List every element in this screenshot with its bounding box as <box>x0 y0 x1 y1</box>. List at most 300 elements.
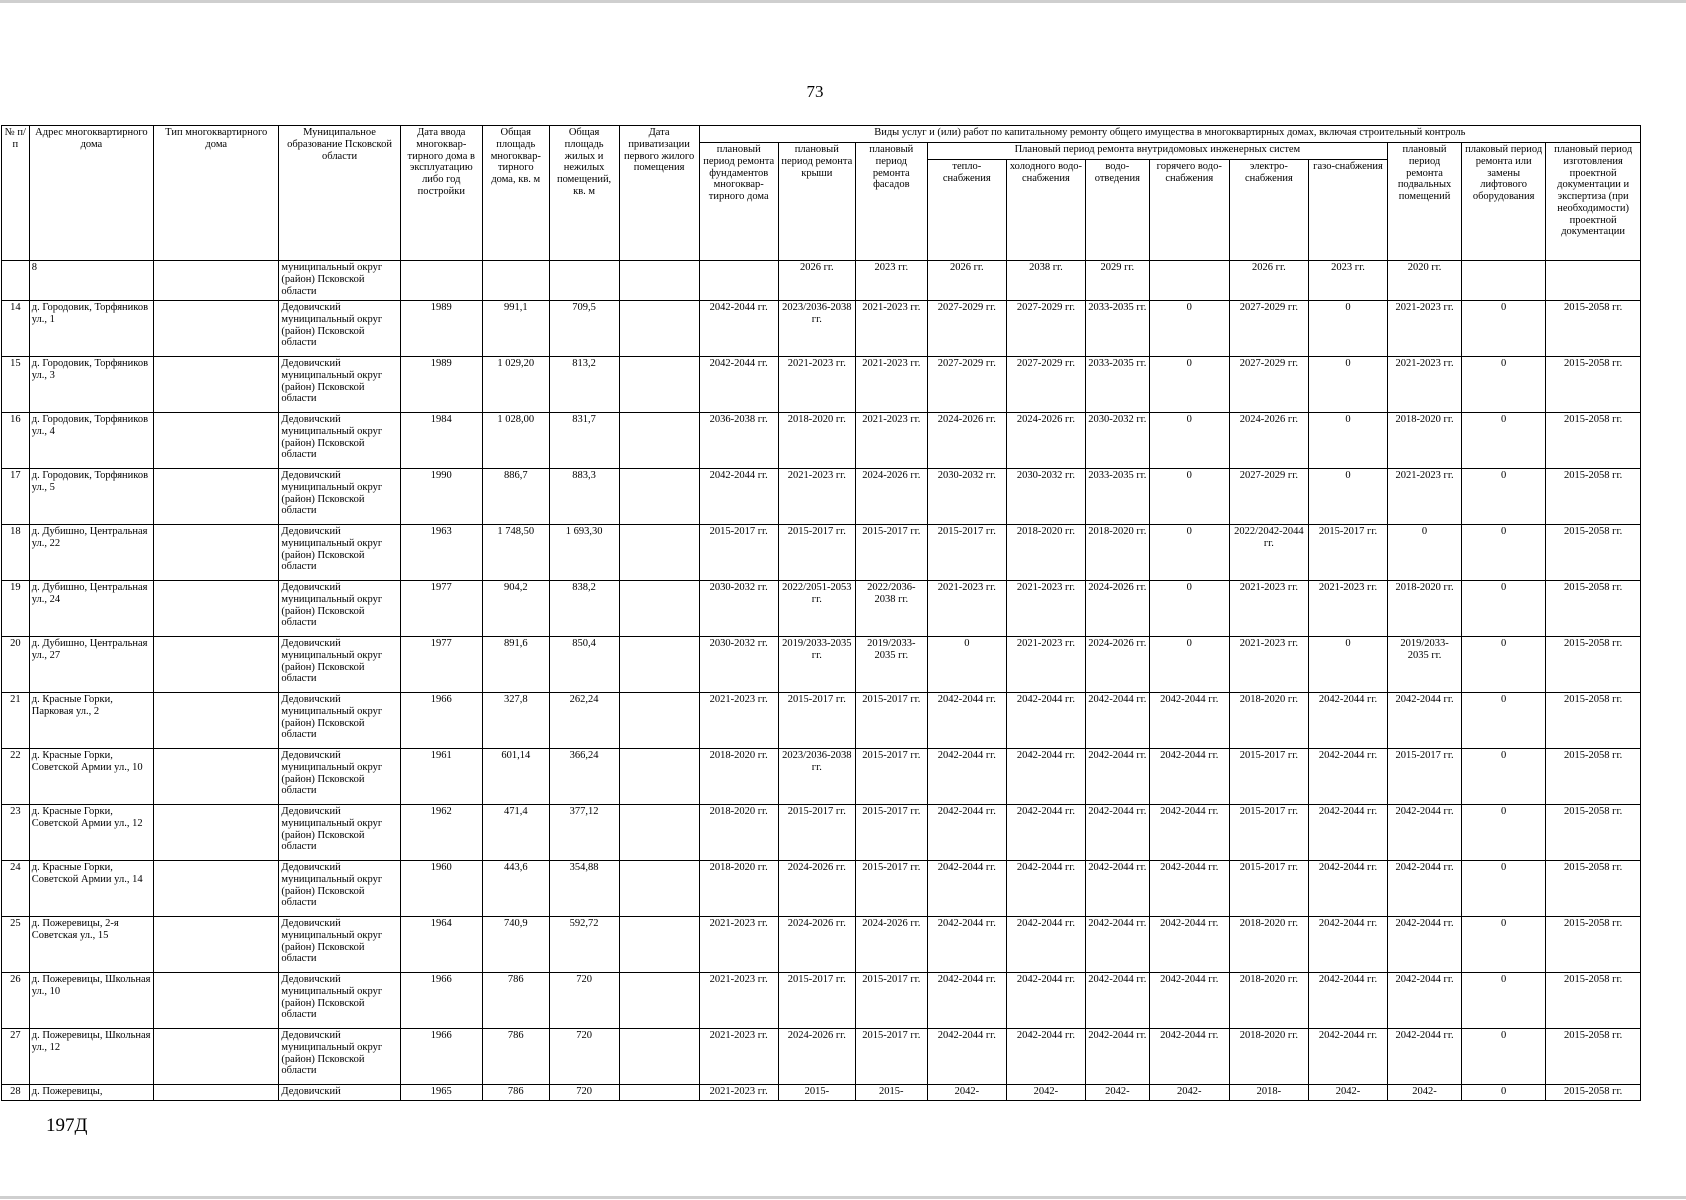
cell-hot-water: 0 <box>1149 413 1229 469</box>
cell-total-area: 443,6 <box>482 861 549 917</box>
cell-type <box>154 1029 279 1085</box>
cell-cold-water: 2042-2044 гг. <box>1006 917 1085 973</box>
cell-electric: 2015-2017 гг. <box>1229 861 1308 917</box>
cell-cold-water: 2042-2044 гг. <box>1006 749 1085 805</box>
cell-hot-water: 2042-2044 гг. <box>1149 693 1229 749</box>
cell-total-area: 891,6 <box>482 637 549 693</box>
cell-basement: 2021-2023 гг. <box>1388 357 1462 413</box>
cell-total-area: 740,9 <box>482 917 549 973</box>
scan-bottom-edge <box>0 1196 1686 1199</box>
cell-facade: 2015-2017 гг. <box>855 525 927 581</box>
cell-address: д. Пожеревицы, <box>29 1085 153 1101</box>
table-row <box>2 525 1641 581</box>
cell-elevator: 0 <box>1462 357 1546 413</box>
table-row <box>2 469 1641 525</box>
table-row <box>2 861 1641 917</box>
cell-total-area: 471,4 <box>482 805 549 861</box>
cell-roof: 2021-2023 гг. <box>778 469 855 525</box>
cell-address: д. Городовик, Торфяников ул., 4 <box>29 413 153 469</box>
cell-design: 2015-2058 гг. <box>1546 525 1641 581</box>
cell-no: 25 <box>2 917 30 973</box>
cell-municipality: Дедовичский муниципальный округ (район) Псковской области <box>279 973 400 1029</box>
cell-foundation: 2021-2023 гг. <box>699 1085 778 1101</box>
cell-year: 1977 <box>400 581 482 637</box>
header-heat: тепло-снабжения <box>927 160 1006 261</box>
cell-gas: 2042-2044 гг. <box>1308 1029 1387 1085</box>
header-design: плановый период изготовления проектной документации и экспертиза (при необходимости) проектной документации <box>1546 143 1641 261</box>
cell-gas: 2042-2044 гг. <box>1308 749 1387 805</box>
cell-type <box>154 261 279 301</box>
cell-sewage: 2042-2044 гг. <box>1085 1029 1149 1085</box>
cell-type <box>154 301 279 357</box>
cell-electric: 2027-2029 гг. <box>1229 469 1308 525</box>
cell-facade: 2015-2017 гг. <box>855 693 927 749</box>
header-row-1 <box>2 126 1641 143</box>
cell-municipality: Дедовичский муниципальный округ (район) Псковской области <box>279 917 400 973</box>
scan-top-edge <box>0 0 1686 3</box>
cell-electric: 2018-2020 гг. <box>1229 693 1308 749</box>
cell-design: 2015-2058 гг. <box>1546 917 1641 973</box>
cell-electric: 2018-2020 гг. <box>1229 917 1308 973</box>
cell-privatization <box>619 301 699 357</box>
cell-premises-area: 850,4 <box>549 637 619 693</box>
cell-cold-water: 2024-2026 гг. <box>1006 413 1085 469</box>
cell-heat: 2027-2029 гг. <box>927 357 1006 413</box>
header-type: Тип многоквартирного дома <box>154 126 279 261</box>
table-row <box>2 1085 1641 1101</box>
cell-facade: 2015-2017 гг. <box>855 805 927 861</box>
cell-address: д. Городовик, Торфяников ул., 5 <box>29 469 153 525</box>
cell-privatization <box>619 413 699 469</box>
cell-type <box>154 1085 279 1101</box>
cell-facade: 2015-2017 гг. <box>855 973 927 1029</box>
cell-address: д. Дубишно, Центральная ул., 27 <box>29 637 153 693</box>
cell-hot-water: 0 <box>1149 581 1229 637</box>
cell-sewage: 2024-2026 гг. <box>1085 581 1149 637</box>
cell-premises-area: 720 <box>549 973 619 1029</box>
cell-privatization <box>619 861 699 917</box>
cell-sewage: 2033-2035 гг. <box>1085 357 1149 413</box>
cell-heat: 2030-2032 гг. <box>927 469 1006 525</box>
cell-electric: 2027-2029 гг. <box>1229 357 1308 413</box>
cell-year: 1963 <box>400 525 482 581</box>
cell-roof: 2015-2017 гг. <box>778 525 855 581</box>
cell-foundation: 2030-2032 гг. <box>699 581 778 637</box>
cell-gas: 0 <box>1308 357 1387 413</box>
cell-total-area: 904,2 <box>482 581 549 637</box>
cell-privatization <box>619 1085 699 1101</box>
cell-heat: 2042-2044 гг. <box>927 749 1006 805</box>
cell-design: 2015-2058 гг. <box>1546 301 1641 357</box>
document-code: 197Д <box>46 1115 88 1136</box>
header-hot-water: горячего водо-снабжения <box>1149 160 1229 261</box>
header-sewage: водо-отведения <box>1085 160 1149 261</box>
cell-type <box>154 805 279 861</box>
cell-heat: 0 <box>927 637 1006 693</box>
cell-elevator: 0 <box>1462 805 1546 861</box>
cell-total-area <box>482 261 549 301</box>
cell-premises-area: 377,12 <box>549 805 619 861</box>
cell-year: 1960 <box>400 861 482 917</box>
cell-design: 2015-2058 гг. <box>1546 749 1641 805</box>
cell-design: 2015-2058 гг. <box>1546 805 1641 861</box>
cell-elevator: 0 <box>1462 301 1546 357</box>
cell-design: 2015-2058 гг. <box>1546 469 1641 525</box>
cell-type <box>154 469 279 525</box>
header-elevator: плаковый период ремонта или замены лифтового оборудования <box>1462 143 1546 261</box>
cell-roof: 2026 гг. <box>778 261 855 301</box>
cell-electric: 2027-2029 гг. <box>1229 301 1308 357</box>
cell-no: 22 <box>2 749 30 805</box>
cell-facade: 2015-2017 гг. <box>855 749 927 805</box>
cell-no: 18 <box>2 525 30 581</box>
cell-elevator: 0 <box>1462 525 1546 581</box>
cell-basement: 2020 гг. <box>1388 261 1462 301</box>
cell-address: 8 <box>29 261 153 301</box>
cell-facade: 2015-2017 гг. <box>855 1029 927 1085</box>
cell-hot-water: 0 <box>1149 357 1229 413</box>
cell-heat: 2042-2044 гг. <box>927 973 1006 1029</box>
cell-address: д. Дубишно, Центральная ул., 24 <box>29 581 153 637</box>
cell-foundation: 2036-2038 гг. <box>699 413 778 469</box>
cell-premises-area: 592,72 <box>549 917 619 973</box>
cell-year: 1966 <box>400 1029 482 1085</box>
cell-sewage: 2033-2035 гг. <box>1085 469 1149 525</box>
cell-year: 1961 <box>400 749 482 805</box>
cell-gas: 0 <box>1308 413 1387 469</box>
cell-hot-water: 2042-2044 гг. <box>1149 917 1229 973</box>
header-works-group: Виды услуг и (или) работ по капитальному ремонту общего имущества в многоквартирных домах, включая строительный контроль <box>699 126 1640 143</box>
cell-premises-area: 262,24 <box>549 693 619 749</box>
cell-hot-water <box>1149 261 1229 301</box>
cell-foundation: 2018-2020 гг. <box>699 805 778 861</box>
cell-total-area: 786 <box>482 1029 549 1085</box>
cell-design: 2015-2058 гг. <box>1546 973 1641 1029</box>
cell-cold-water: 2038 гг. <box>1006 261 1085 301</box>
cell-type <box>154 413 279 469</box>
capital-repair-table <box>1 125 1641 1101</box>
cell-foundation: 2042-2044 гг. <box>699 357 778 413</box>
cell-elevator: 0 <box>1462 749 1546 805</box>
cell-total-area: 786 <box>482 973 549 1029</box>
cell-design <box>1546 261 1641 301</box>
cell-cold-water: 2021-2023 гг. <box>1006 637 1085 693</box>
cell-hot-water: 0 <box>1149 525 1229 581</box>
cell-facade: 2021-2023 гг. <box>855 301 927 357</box>
cell-electric: 2015-2017 гг. <box>1229 805 1308 861</box>
cell-gas: 2023 гг. <box>1308 261 1387 301</box>
cell-roof: 2024-2026 гг. <box>778 861 855 917</box>
cell-premises-area: 709,5 <box>549 301 619 357</box>
cell-sewage: 2042-2044 гг. <box>1085 861 1149 917</box>
header-municipality: Муниципальное образование Псковской области <box>279 126 400 261</box>
cell-facade: 2022/2036-2038 гг. <box>855 581 927 637</box>
cell-type <box>154 637 279 693</box>
cell-municipality: Дедовичский муниципальный округ (район) Псковской области <box>279 413 400 469</box>
cell-privatization <box>619 357 699 413</box>
cell-elevator <box>1462 261 1546 301</box>
cell-elevator: 0 <box>1462 469 1546 525</box>
cell-municipality: Дедовичский муниципальный округ (район) Псковской области <box>279 469 400 525</box>
cell-municipality: муниципальный округ (район) Псковской области <box>279 261 400 301</box>
cell-cold-water: 2042-2044 гг. <box>1006 861 1085 917</box>
cell-hot-water: 2042-2044 гг. <box>1149 805 1229 861</box>
cell-gas: 0 <box>1308 301 1387 357</box>
cell-no: 23 <box>2 805 30 861</box>
cell-municipality: Дедовичский муниципальный округ (район) Псковской области <box>279 1029 400 1085</box>
cell-address: д. Пожеревицы, Школьная ул., 12 <box>29 1029 153 1085</box>
cell-hot-water: 0 <box>1149 637 1229 693</box>
cell-facade: 2024-2026 гг. <box>855 469 927 525</box>
cell-foundation: 2042-2044 гг. <box>699 301 778 357</box>
header-no: № п/п <box>2 126 30 261</box>
cell-basement: 2042-2044 гг. <box>1388 805 1462 861</box>
cell-no: 27 <box>2 1029 30 1085</box>
cell-gas: 2042-2044 гг. <box>1308 805 1387 861</box>
cell-total-area: 886,7 <box>482 469 549 525</box>
cell-no: 26 <box>2 973 30 1029</box>
cell-foundation: 2015-2017 гг. <box>699 525 778 581</box>
cell-sewage: 2042-2044 гг. <box>1085 973 1149 1029</box>
cell-sewage: 2033-2035 гг. <box>1085 301 1149 357</box>
cell-gas: 0 <box>1308 637 1387 693</box>
cell-premises-area: 838,2 <box>549 581 619 637</box>
cell-no: 19 <box>2 581 30 637</box>
cell-roof: 2015-2017 гг. <box>778 973 855 1029</box>
cell-gas: 2042-2044 гг. <box>1308 917 1387 973</box>
cell-type <box>154 525 279 581</box>
cell-elevator: 0 <box>1462 973 1546 1029</box>
cell-electric: 2021-2023 гг. <box>1229 581 1308 637</box>
cell-roof: 2023/2036-2038 гг. <box>778 749 855 805</box>
cell-roof: 2015- <box>778 1085 855 1101</box>
cell-no: 15 <box>2 357 30 413</box>
cell-basement: 0 <box>1388 525 1462 581</box>
cell-elevator: 0 <box>1462 413 1546 469</box>
cell-facade: 2021-2023 гг. <box>855 357 927 413</box>
cell-privatization <box>619 693 699 749</box>
cell-type <box>154 749 279 805</box>
cell-design: 2015-2058 гг. <box>1546 693 1641 749</box>
header-engineering-group: Плановый период ремонта внутридомовых инженерных систем <box>927 143 1387 160</box>
cell-address: д. Красные Горки, Советской Армии ул., 14 <box>29 861 153 917</box>
cell-heat: 2021-2023 гг. <box>927 581 1006 637</box>
cell-heat: 2042-2044 гг. <box>927 1029 1006 1085</box>
header-roof: плановый период ремонта крыши <box>778 143 855 261</box>
cell-no: 28 <box>2 1085 30 1101</box>
cell-foundation: 2021-2023 гг. <box>699 917 778 973</box>
cell-sewage: 2030-2032 гг. <box>1085 413 1149 469</box>
cell-year: 1989 <box>400 357 482 413</box>
header-privatization-date: Дата приватизации первого жилого помещения <box>619 126 699 261</box>
cell-foundation: 2018-2020 гг. <box>699 749 778 805</box>
cell-roof: 2021-2023 гг. <box>778 357 855 413</box>
table-row <box>2 693 1641 749</box>
cell-year: 1964 <box>400 917 482 973</box>
cell-sewage: 2042-2044 гг. <box>1085 693 1149 749</box>
header-cold-water: холодного водо-снабжения <box>1006 160 1085 261</box>
cell-heat: 2026 гг. <box>927 261 1006 301</box>
cell-facade: 2021-2023 гг. <box>855 413 927 469</box>
cell-type <box>154 973 279 1029</box>
cell-premises-area <box>549 261 619 301</box>
cell-no: 21 <box>2 693 30 749</box>
cell-basement: 2021-2023 гг. <box>1388 469 1462 525</box>
cell-elevator: 0 <box>1462 693 1546 749</box>
cell-gas: 2042- <box>1308 1085 1387 1101</box>
cell-year: 1990 <box>400 469 482 525</box>
cell-basement: 2042-2044 гг. <box>1388 973 1462 1029</box>
cell-elevator: 0 <box>1462 581 1546 637</box>
cell-premises-area: 354,88 <box>549 861 619 917</box>
cell-total-area: 1 748,50 <box>482 525 549 581</box>
cell-address: д. Красные Горки, Парковая ул., 2 <box>29 693 153 749</box>
cell-cold-water: 2042-2044 гг. <box>1006 805 1085 861</box>
cell-basement: 2021-2023 гг. <box>1388 301 1462 357</box>
cell-premises-area: 720 <box>549 1029 619 1085</box>
cell-municipality: Дедовичский муниципальный округ (район) Псковской области <box>279 861 400 917</box>
cell-no: 20 <box>2 637 30 693</box>
cell-privatization <box>619 469 699 525</box>
cell-heat: 2024-2026 гг. <box>927 413 1006 469</box>
cell-sewage: 2042-2044 гг. <box>1085 749 1149 805</box>
cell-municipality: Дедовичский муниципальный округ (район) Псковской области <box>279 637 400 693</box>
cell-address: д. Городовик, Торфяников ул., 1 <box>29 301 153 357</box>
cell-privatization <box>619 973 699 1029</box>
cell-hot-water: 2042-2044 гг. <box>1149 861 1229 917</box>
cell-year: 1965 <box>400 1085 482 1101</box>
cell-roof: 2022/2051-2053 гг. <box>778 581 855 637</box>
cell-premises-area: 883,3 <box>549 469 619 525</box>
cell-elevator: 0 <box>1462 861 1546 917</box>
table-row <box>2 581 1641 637</box>
cell-municipality: Дедовичский муниципальный округ (район) Псковской области <box>279 749 400 805</box>
cell-no: 17 <box>2 469 30 525</box>
cell-type <box>154 581 279 637</box>
cell-heat: 2042-2044 гг. <box>927 805 1006 861</box>
cell-design: 2015-2058 гг. <box>1546 861 1641 917</box>
table-row <box>2 749 1641 805</box>
cell-year: 1966 <box>400 693 482 749</box>
cell-elevator: 0 <box>1462 637 1546 693</box>
header-total-area: Общая площадь многоквар-тирного дома, кв. м <box>482 126 549 261</box>
cell-sewage: 2018-2020 гг. <box>1085 525 1149 581</box>
cell-gas: 2042-2044 гг. <box>1308 693 1387 749</box>
cell-no <box>2 261 30 301</box>
cell-cold-water: 2027-2029 гг. <box>1006 301 1085 357</box>
cell-municipality: Дедовичский муниципальный округ (район) Псковской области <box>279 357 400 413</box>
cell-year: 1977 <box>400 637 482 693</box>
cell-year: 1984 <box>400 413 482 469</box>
cell-elevator: 0 <box>1462 1029 1546 1085</box>
cell-basement: 2018-2020 гг. <box>1388 413 1462 469</box>
cell-cold-water: 2018-2020 гг. <box>1006 525 1085 581</box>
cell-basement: 2042-2044 гг. <box>1388 917 1462 973</box>
cell-sewage: 2042- <box>1085 1085 1149 1101</box>
cell-basement: 2042- <box>1388 1085 1462 1101</box>
cell-basement: 2042-2044 гг. <box>1388 861 1462 917</box>
cell-gas: 2021-2023 гг. <box>1308 581 1387 637</box>
cell-no: 16 <box>2 413 30 469</box>
cell-total-area: 601,14 <box>482 749 549 805</box>
cell-basement: 2019/2033-2035 гг. <box>1388 637 1462 693</box>
cell-total-area: 1 028,00 <box>482 413 549 469</box>
cell-heat: 2042- <box>927 1085 1006 1101</box>
cell-type <box>154 693 279 749</box>
cell-address: д. Красные Горки, Советской Армии ул., 10 <box>29 749 153 805</box>
table-row <box>2 413 1641 469</box>
cell-premises-area: 720 <box>549 1085 619 1101</box>
cell-heat: 2015-2017 гг. <box>927 525 1006 581</box>
cell-hot-water: 0 <box>1149 301 1229 357</box>
header-electric: электро-снабжения <box>1229 160 1308 261</box>
cell-municipality: Дедовичский муниципальный округ (район) Псковской области <box>279 525 400 581</box>
cell-total-area: 327,8 <box>482 693 549 749</box>
cell-privatization <box>619 805 699 861</box>
cell-design: 2015-2058 гг. <box>1546 357 1641 413</box>
cell-electric: 2021-2023 гг. <box>1229 637 1308 693</box>
header-basement: плановый период ремонта подвальных помещений <box>1388 143 1462 261</box>
cell-total-area: 786 <box>482 1085 549 1101</box>
cell-roof: 2019/2033-2035 гг. <box>778 637 855 693</box>
cell-address: д. Пожеревицы, 2-я Советская ул., 15 <box>29 917 153 973</box>
cell-roof: 2024-2026 гг. <box>778 917 855 973</box>
cell-foundation <box>699 261 778 301</box>
cell-type <box>154 861 279 917</box>
cell-privatization <box>619 581 699 637</box>
cell-foundation: 2021-2023 гг. <box>699 693 778 749</box>
cell-cold-water: 2042-2044 гг. <box>1006 973 1085 1029</box>
cell-roof: 2018-2020 гг. <box>778 413 855 469</box>
cell-premises-area: 1 693,30 <box>549 525 619 581</box>
cell-privatization <box>619 637 699 693</box>
table-row <box>2 637 1641 693</box>
cell-hot-water: 2042-2044 гг. <box>1149 1029 1229 1085</box>
cell-privatization <box>619 917 699 973</box>
cell-premises-area: 366,24 <box>549 749 619 805</box>
cell-municipality: Дедовичский муниципальный округ (район) Псковской области <box>279 805 400 861</box>
cell-privatization <box>619 525 699 581</box>
cell-year: 1989 <box>400 301 482 357</box>
cell-address: д. Дубишно, Центральная ул., 22 <box>29 525 153 581</box>
cell-facade: 2023 гг. <box>855 261 927 301</box>
cell-foundation: 2021-2023 гг. <box>699 1029 778 1085</box>
cell-gas: 2042-2044 гг. <box>1308 861 1387 917</box>
cell-electric: 2024-2026 гг. <box>1229 413 1308 469</box>
cell-foundation: 2018-2020 гг. <box>699 861 778 917</box>
cell-sewage: 2042-2044 гг. <box>1085 805 1149 861</box>
cell-sewage: 2029 гг. <box>1085 261 1149 301</box>
cell-heat: 2042-2044 гг. <box>927 861 1006 917</box>
page-number: 73 <box>806 82 824 101</box>
table-body <box>2 261 1641 1101</box>
cell-year: 1966 <box>400 973 482 1029</box>
cell-heat: 2027-2029 гг. <box>927 301 1006 357</box>
cell-cold-water: 2042- <box>1006 1085 1085 1101</box>
cell-cold-water: 2042-2044 гг. <box>1006 1029 1085 1085</box>
cell-cold-water: 2030-2032 гг. <box>1006 469 1085 525</box>
cell-electric: 2018- <box>1229 1085 1308 1101</box>
cell-roof: 2023/2036-2038 гг. <box>778 301 855 357</box>
cell-electric: 2018-2020 гг. <box>1229 1029 1308 1085</box>
cell-foundation: 2021-2023 гг. <box>699 973 778 1029</box>
cell-facade: 2015- <box>855 1085 927 1101</box>
cell-total-area: 991,1 <box>482 301 549 357</box>
cell-elevator: 0 <box>1462 1085 1546 1101</box>
cell-roof: 2024-2026 гг. <box>778 1029 855 1085</box>
cell-address: д. Пожеревицы, Школьная ул., 10 <box>29 973 153 1029</box>
cell-roof: 2015-2017 гг. <box>778 693 855 749</box>
